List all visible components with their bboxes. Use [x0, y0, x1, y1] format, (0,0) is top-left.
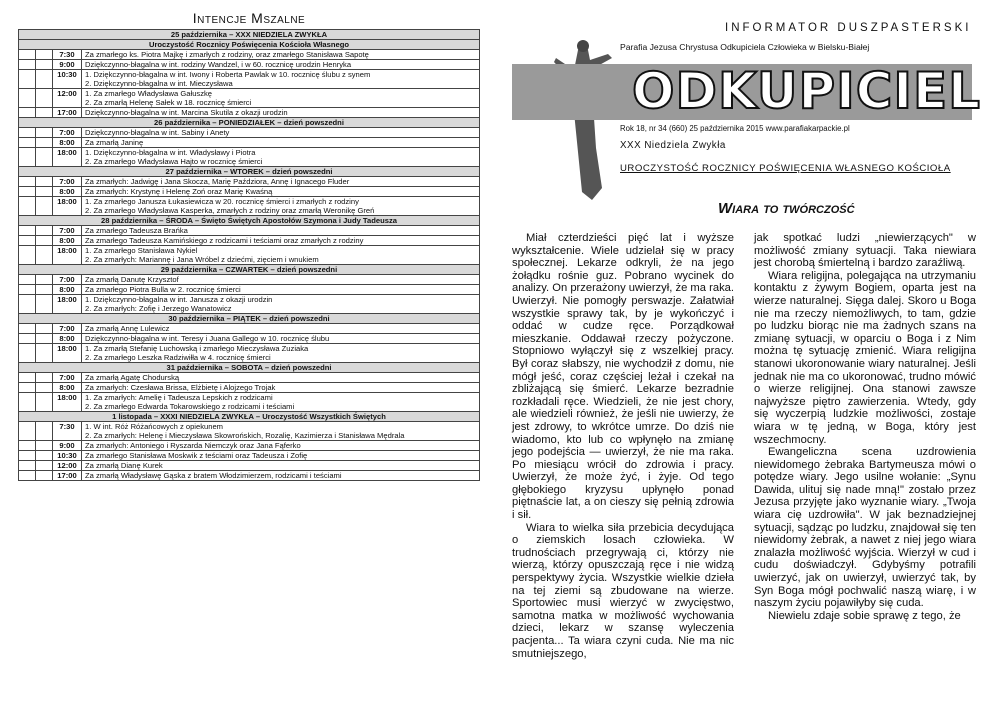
- mass-time: 18:00: [53, 393, 82, 412]
- article-title: Wiara to twórczość: [718, 200, 855, 217]
- mass-row: [19, 393, 480, 412]
- blank-cell: [36, 70, 53, 89]
- mass-time: 12:00: [53, 461, 82, 471]
- article-paragraph: Wiara religijna, polegająca na utrzymaniu kontaktu z żywym Bogiem, oparta jest na wierze naturalnej. Sięga dalej. Skoro u Boga nie ma rzeczy niemożliwych, to tam, gdzie po ludzku biorąc nie ma żadnych szans na zmianę sytuacji, w oparciu o Boga i z Nim można tę sytuację zmienić. Wiara religijna stanowi ukoronowanie wiary naturalnej. Jeśli jednak nie ma co ukoronować, trudno mówić o wierze religijnej. Ona stanowi zawsze najwyższe piętro zawierzenia. Wtedy, gdy się wyczerpią ludzkie możliwości, zostaje wiara w tę jedną, w Boga, który jest wszechmocny.: [754, 269, 976, 446]
- day-header: Uroczystość Rocznicy Poświęcenia Kościoła Własnego: [19, 40, 480, 50]
- informator-label: INFORMATOR DUSZPASTERSKI: [725, 22, 972, 34]
- day-header: 27 października – WTOREK – dzień powszedni: [19, 167, 480, 177]
- mass-row: [19, 285, 480, 295]
- mass-intention: 1. Dziękczynno-błagalna w int. Iwony i Roberta Pawlak w 10. rocznicę ślubu z synem 2. Dziękczynno-błagalna w int. Mieczysława: [82, 70, 480, 89]
- article-paragraph: Wiara to wielka siła przebicia decydująca o ziemskich losach człowieka. W trudnościach przegrywają ci, którzy nie wierzą, którzy opuszczają ręce i nie widzą perspektywy życia. Wszystkie wielkie dzieła na tej ziemi są zbudowane na wierze. Sportowiec musi wierzyć w zwycięstwo, samotna matka w możliwość wychowania dzieci, lekarz w szansę wyleczenia pacjenta... Ta wiara czyni cuda. Nie ma nic smutniejszego,: [512, 521, 734, 660]
- mass-time: 8:00: [53, 334, 82, 344]
- mass-row: [19, 187, 480, 197]
- blank-cell: [19, 50, 36, 60]
- article-column-1: [512, 232, 734, 702]
- blank-cell: [19, 344, 36, 363]
- blank-cell: [36, 226, 53, 236]
- blank-cell: [36, 295, 53, 314]
- day-header: 30 października – PIĄTEK – dzień powszedni: [19, 314, 480, 324]
- blank-cell: [36, 108, 53, 118]
- mass-row: [19, 295, 480, 314]
- mass-intentions-section: [18, 10, 480, 481]
- occasion-title: UROCZYSTOŚĆ ROCZNICY POŚWIĘCENIA WŁASNEGO KOŚCIOŁA: [620, 163, 951, 174]
- mass-intention: Dziękczynno-błagalna w int. Sabiny i Anety: [82, 128, 480, 138]
- mass-time: 18:00: [53, 295, 82, 314]
- mass-intention: 1. Za zmarłą Stefanię Luchowską i zmarłego Mieczysława Zuziaka 2. Za zmarłego Leszka Radziwiłła w 4. rocznicę śmierci: [82, 344, 480, 363]
- mass-row: [19, 275, 480, 285]
- mass-row: [19, 383, 480, 393]
- mass-time: 17:00: [53, 108, 82, 118]
- mass-intention: Za zmarłego Stanisława Moskwik z teściami oraz Tadeusza i Zofię: [82, 451, 480, 461]
- mass-intention: Za zmarłą Dianę Kurek: [82, 461, 480, 471]
- blank-cell: [19, 187, 36, 197]
- blank-cell: [19, 197, 36, 216]
- blank-cell: [36, 236, 53, 246]
- mass-time: 8:00: [53, 236, 82, 246]
- mass-time: 18:00: [53, 148, 82, 167]
- day-header-row: [19, 314, 480, 324]
- mass-time: 7:30: [53, 50, 82, 60]
- mass-time: 8:00: [53, 138, 82, 148]
- article-paragraph: Ewangeliczna scena uzdrowienia niewidomego żebraka Bartymeusza mówi o potędze wiary. Jego usilne wołanie: „Synu Dawida, ulituj się nade mną!" zostało przez Jezusa przyjęte jako wyznanie wiary. „Twoja wiara cię uzdrowiła". W jak beznadziejnej sytuacji, sądząc po ludzku, znajdował się ten niewidomy żebrak, a nawet z niej jego wiara znalazła możliwość wyjścia. Wierzył w cud i cudu doświadczył. Gdybyśmy potrafili uwierzyć, jak on uwierzył, uwierzyć tak, by Syn Boga mógł pochwalić naszą wiarę, i w naszym życiu pojawiłyby się cuda.: [754, 446, 977, 610]
- mass-time: 17:00: [53, 471, 82, 481]
- blank-cell: [19, 471, 36, 481]
- day-header: 26 października – PONIEDZIAŁEK – dzień powszedni: [19, 118, 480, 128]
- blank-cell: [36, 177, 53, 187]
- mass-intention: Za zmarłego Tadeusza Brańka: [82, 226, 480, 236]
- article-paragraph: Miał czterdzieści pięć lat i wyższe wykształcenie. Wiele udzielał się w pracy społecznej. Lekarze odkryli, że na jego żołądku rośnie guz. Pobrano wycinek do analizy. On przerażony uwierzył, że ma raka. Uwierzył. Nie pomogły perswazje. Załatwiał wszystkie sprawy tak, by je wykończyć i oddać w cudze ręce. Porządkował mieszkanie. Oddawał rzeczy pożyczone. Stopniowo wyłączył się z wszelkiej pracy. Był coraz słabszy, nie wychodził z domu, nie mógł jeść, coraz częściej leżał i czekał na zbliżającą się śmierć. Lekarze bezradnie rozkładali ręce. Wiedzieli, że nie jest chory, ale wiedzieli również, że jeśli nie uwierzy, że jest zdrowy, to wkrótce umrze. Do dziś nie wiadomo, kto lub co wpłynęło na zmianę jego podejścia — uwierzył, że nie ma raka. Po miesiącu wrócił do zdrowia i pracy. Uwierzył, że może żyć, i żyje. Od tego głębokiego kryzysu upłynęło ponad piętnaście lat, a on cieszy się pełnią zdrowia i sił.: [512, 232, 734, 522]
- blank-cell: [36, 344, 53, 363]
- mass-intention: Za zmarłego ks. Piotra Majkę i zmarłych z rodziny, oraz zmarłego Stanisława Sapotę: [82, 50, 480, 60]
- mass-row: [19, 236, 480, 246]
- article-column-2: [754, 232, 976, 702]
- blank-cell: [36, 246, 53, 265]
- mass-time: 7:00: [53, 128, 82, 138]
- day-header-row: [19, 216, 480, 226]
- mass-intention: Za zmarłą Annę Lulewicz: [82, 324, 480, 334]
- mass-row: [19, 334, 480, 344]
- mass-row: [19, 50, 480, 60]
- day-header: 29 października – CZWARTEK – dzień powszedni: [19, 265, 480, 275]
- blank-cell: [19, 441, 36, 451]
- mass-intention: Dziękczynno-błagalna w int. Teresy i Juana Gallego w 10. rocznicę ślubu: [82, 334, 480, 344]
- blank-cell: [36, 471, 53, 481]
- mass-row: [19, 246, 480, 265]
- day-header-row: [19, 167, 480, 177]
- blank-cell: [19, 70, 36, 89]
- mass-time: 7:00: [53, 177, 82, 187]
- day-header: 31 października – SOBOTA – dzień powszedni: [19, 363, 480, 373]
- blank-cell: [36, 441, 53, 451]
- mass-row: [19, 461, 480, 471]
- blank-cell: [36, 461, 53, 471]
- mass-time: 8:00: [53, 383, 82, 393]
- mass-row: [19, 451, 480, 461]
- blank-cell: [36, 383, 53, 393]
- mass-intentions-title: Intencje Mszalne: [192, 10, 306, 26]
- blank-cell: [19, 383, 36, 393]
- mass-row: [19, 344, 480, 363]
- mass-time: 7:00: [53, 226, 82, 236]
- mass-row: [19, 70, 480, 89]
- mass-row: [19, 441, 480, 451]
- day-header-row: [19, 363, 480, 373]
- mass-intention: Za zmarłą Janinę: [82, 138, 480, 148]
- blank-cell: [36, 89, 53, 108]
- article-paragraph: Niewielu zdaje sobie sprawę z tego, że: [768, 609, 961, 622]
- blank-cell: [19, 236, 36, 246]
- newsletter-name: ODKUPICIEL: [632, 62, 982, 120]
- mass-time: 9:00: [53, 441, 82, 451]
- mass-time: 7:00: [53, 373, 82, 383]
- mass-intention: Za zmarłą Agatę Chodurską: [82, 373, 480, 383]
- blank-cell: [19, 334, 36, 344]
- mass-intention: Za zmarłego Tadeusza Kamińskiego z rodzicami i teściami oraz zmarłych z rodziny: [82, 236, 480, 246]
- mass-row: [19, 197, 480, 216]
- mass-time: 12:00: [53, 89, 82, 108]
- mass-row: [19, 60, 480, 70]
- blank-cell: [19, 393, 36, 412]
- blank-cell: [19, 422, 36, 441]
- mass-intention: Za zmarłą Danutę Krzysztof: [82, 275, 480, 285]
- mass-time: 7:30: [53, 422, 82, 441]
- issue-info: Rok 18, nr 34 (660) 25 października 2015 www.parafiakarpackie.pl: [620, 124, 850, 133]
- mass-intention: 1. Za zmarłego Stanisława Nykiel 2. Za zmarłych: Mariannę i Jana Wróbel z dziećmi, zięciem i wnukiem: [82, 246, 480, 265]
- mass-intention: 1. W int. Róż Różańcowych z opiekunem 2. Za zmarłych: Helenę i Mieczysława Skowrońskich, Rozalię, Kazimierza i Stanisława Mędrala: [82, 422, 480, 441]
- blank-cell: [19, 373, 36, 383]
- mass-time: 7:00: [53, 275, 82, 285]
- mass-intention: 1. Za zmarłych: Amelię i Tadeusza Lepskich z rodzicami 2. Za zmarłego Edwarda Tokarowskiego z rodzicami i teściami: [82, 393, 480, 412]
- mass-intention: Za zmarłych: Jadwigę i Jana Skocza, Marię Paździora, Annę i Ignacego Fluder: [82, 177, 480, 187]
- day-header-row: [19, 118, 480, 128]
- day-header: 1 listopada – XXXI NIEDZIELA ZWYKŁA – Uroczystość Wszystkich Świętych: [19, 412, 480, 422]
- blank-cell: [36, 148, 53, 167]
- blank-cell: [36, 324, 53, 334]
- day-header-row: [19, 40, 480, 50]
- blank-cell: [36, 197, 53, 216]
- mass-intention: Za zmarłych: Krystynę i Helenę Zoń oraz Marię Kwaśną: [82, 187, 480, 197]
- mass-intention: 1. Dziękczynno-błagalna w int. Janusza z okazji urodzin 2. Za zmarłych: Zofię i Jerzego Wanatowicz: [82, 295, 480, 314]
- article-paragraph: jak spotkać ludzi „niewierzących" w możliwość zmiany sytuacji. Taka niewiara jest chorobą śmiertelną i bardzo zaraźliwą.: [754, 232, 976, 270]
- liturgical-sunday: XXX Niedziela Zwykła: [620, 140, 726, 151]
- mass-time: 18:00: [53, 246, 82, 265]
- day-header-row: [19, 412, 480, 422]
- mass-intentions-table: [18, 29, 480, 481]
- blank-cell: [19, 324, 36, 334]
- mass-time: 8:00: [53, 187, 82, 197]
- blank-cell: [36, 393, 53, 412]
- mass-row: [19, 422, 480, 441]
- mass-row: [19, 324, 480, 334]
- blank-cell: [19, 246, 36, 265]
- mass-row: [19, 138, 480, 148]
- blank-cell: [36, 334, 53, 344]
- blank-cell: [36, 138, 53, 148]
- blank-cell: [19, 128, 36, 138]
- mass-row: [19, 89, 480, 108]
- blank-cell: [19, 285, 36, 295]
- blank-cell: [19, 89, 36, 108]
- blank-cell: [19, 461, 36, 471]
- blank-cell: [36, 60, 53, 70]
- mass-time: 10:30: [53, 451, 82, 461]
- mass-intention: 1. Za zmarłego Władysława Gałuszkę 2. Za zmarłą Helenę Sałek w 18. rocznicę śmierci: [82, 89, 480, 108]
- mass-intention: Za zmarłych: Antoniego i Ryszarda Niemczyk oraz Jana Fąferko: [82, 441, 480, 451]
- mass-intention: 1. Za zmarłego Janusza Łukasiewicza w 20. rocznicę śmierci i zmarłych z rodziny 2. Za zmarłego Władysława Kasperka, zmarłych z rodziny oraz zmarłą Weronikę Greń: [82, 197, 480, 216]
- mass-time: 10:30: [53, 70, 82, 89]
- blank-cell: [36, 422, 53, 441]
- blank-cell: [19, 275, 36, 285]
- blank-cell: [36, 50, 53, 60]
- blank-cell: [19, 138, 36, 148]
- blank-cell: [36, 128, 53, 138]
- day-header-row: [19, 265, 480, 275]
- mass-intention: Dziękczynno-błagalna w int. rodziny Wandzel, i w 60. rocznicę urodzin Henryka: [82, 60, 480, 70]
- blank-cell: [19, 451, 36, 461]
- day-header-row: [19, 30, 480, 40]
- mass-intention: Za zmarłych: Czesława Brissa, Elżbietę i Alojzego Trojak: [82, 383, 480, 393]
- blank-cell: [36, 275, 53, 285]
- mass-intention: Za zmarłego Piotra Bulla w 2. rocznicę śmierci: [82, 285, 480, 295]
- blank-cell: [19, 108, 36, 118]
- blank-cell: [36, 451, 53, 461]
- mass-row: [19, 471, 480, 481]
- mass-time: 7:00: [53, 324, 82, 334]
- mass-intention: Dziękczynno-błagalna w int. Marcina Skutila z okazji urodzin: [82, 108, 480, 118]
- mass-intention: 1. Dziękczynno-błagalna w int. Władysławy i Piotra 2. Za zmarłego Władysława Hajto w rocznicę śmierci: [82, 148, 480, 167]
- day-header: 28 października – ŚRODA – Święto Świętych Apostołów Szymona i Judy Tadeusza: [19, 216, 480, 226]
- blank-cell: [19, 60, 36, 70]
- blank-cell: [36, 285, 53, 295]
- mass-row: [19, 128, 480, 138]
- blank-cell: [19, 177, 36, 187]
- blank-cell: [19, 226, 36, 236]
- mass-intention: Za zmarłą Władysławę Gąska z bratem Włodzimierzem, rodzicami i teściami: [82, 471, 480, 481]
- blank-cell: [19, 295, 36, 314]
- blank-cell: [36, 373, 53, 383]
- mass-time: 9:00: [53, 60, 82, 70]
- mass-time: 18:00: [53, 197, 82, 216]
- mass-row: [19, 226, 480, 236]
- mass-row: [19, 148, 480, 167]
- mass-row: [19, 373, 480, 383]
- mass-time: 18:00: [53, 344, 82, 363]
- blank-cell: [36, 187, 53, 197]
- parish-name: Parafia Jezusa Chrystusa Odkupiciela Człowieka w Bielsku-Białej: [620, 42, 870, 52]
- blank-cell: [19, 148, 36, 167]
- mass-row: [19, 177, 480, 187]
- article-body: [512, 232, 976, 702]
- day-header: 25 października – XXX NIEDZIELA ZWYKŁA: [19, 30, 480, 40]
- mass-time: 8:00: [53, 285, 82, 295]
- mass-row: [19, 108, 480, 118]
